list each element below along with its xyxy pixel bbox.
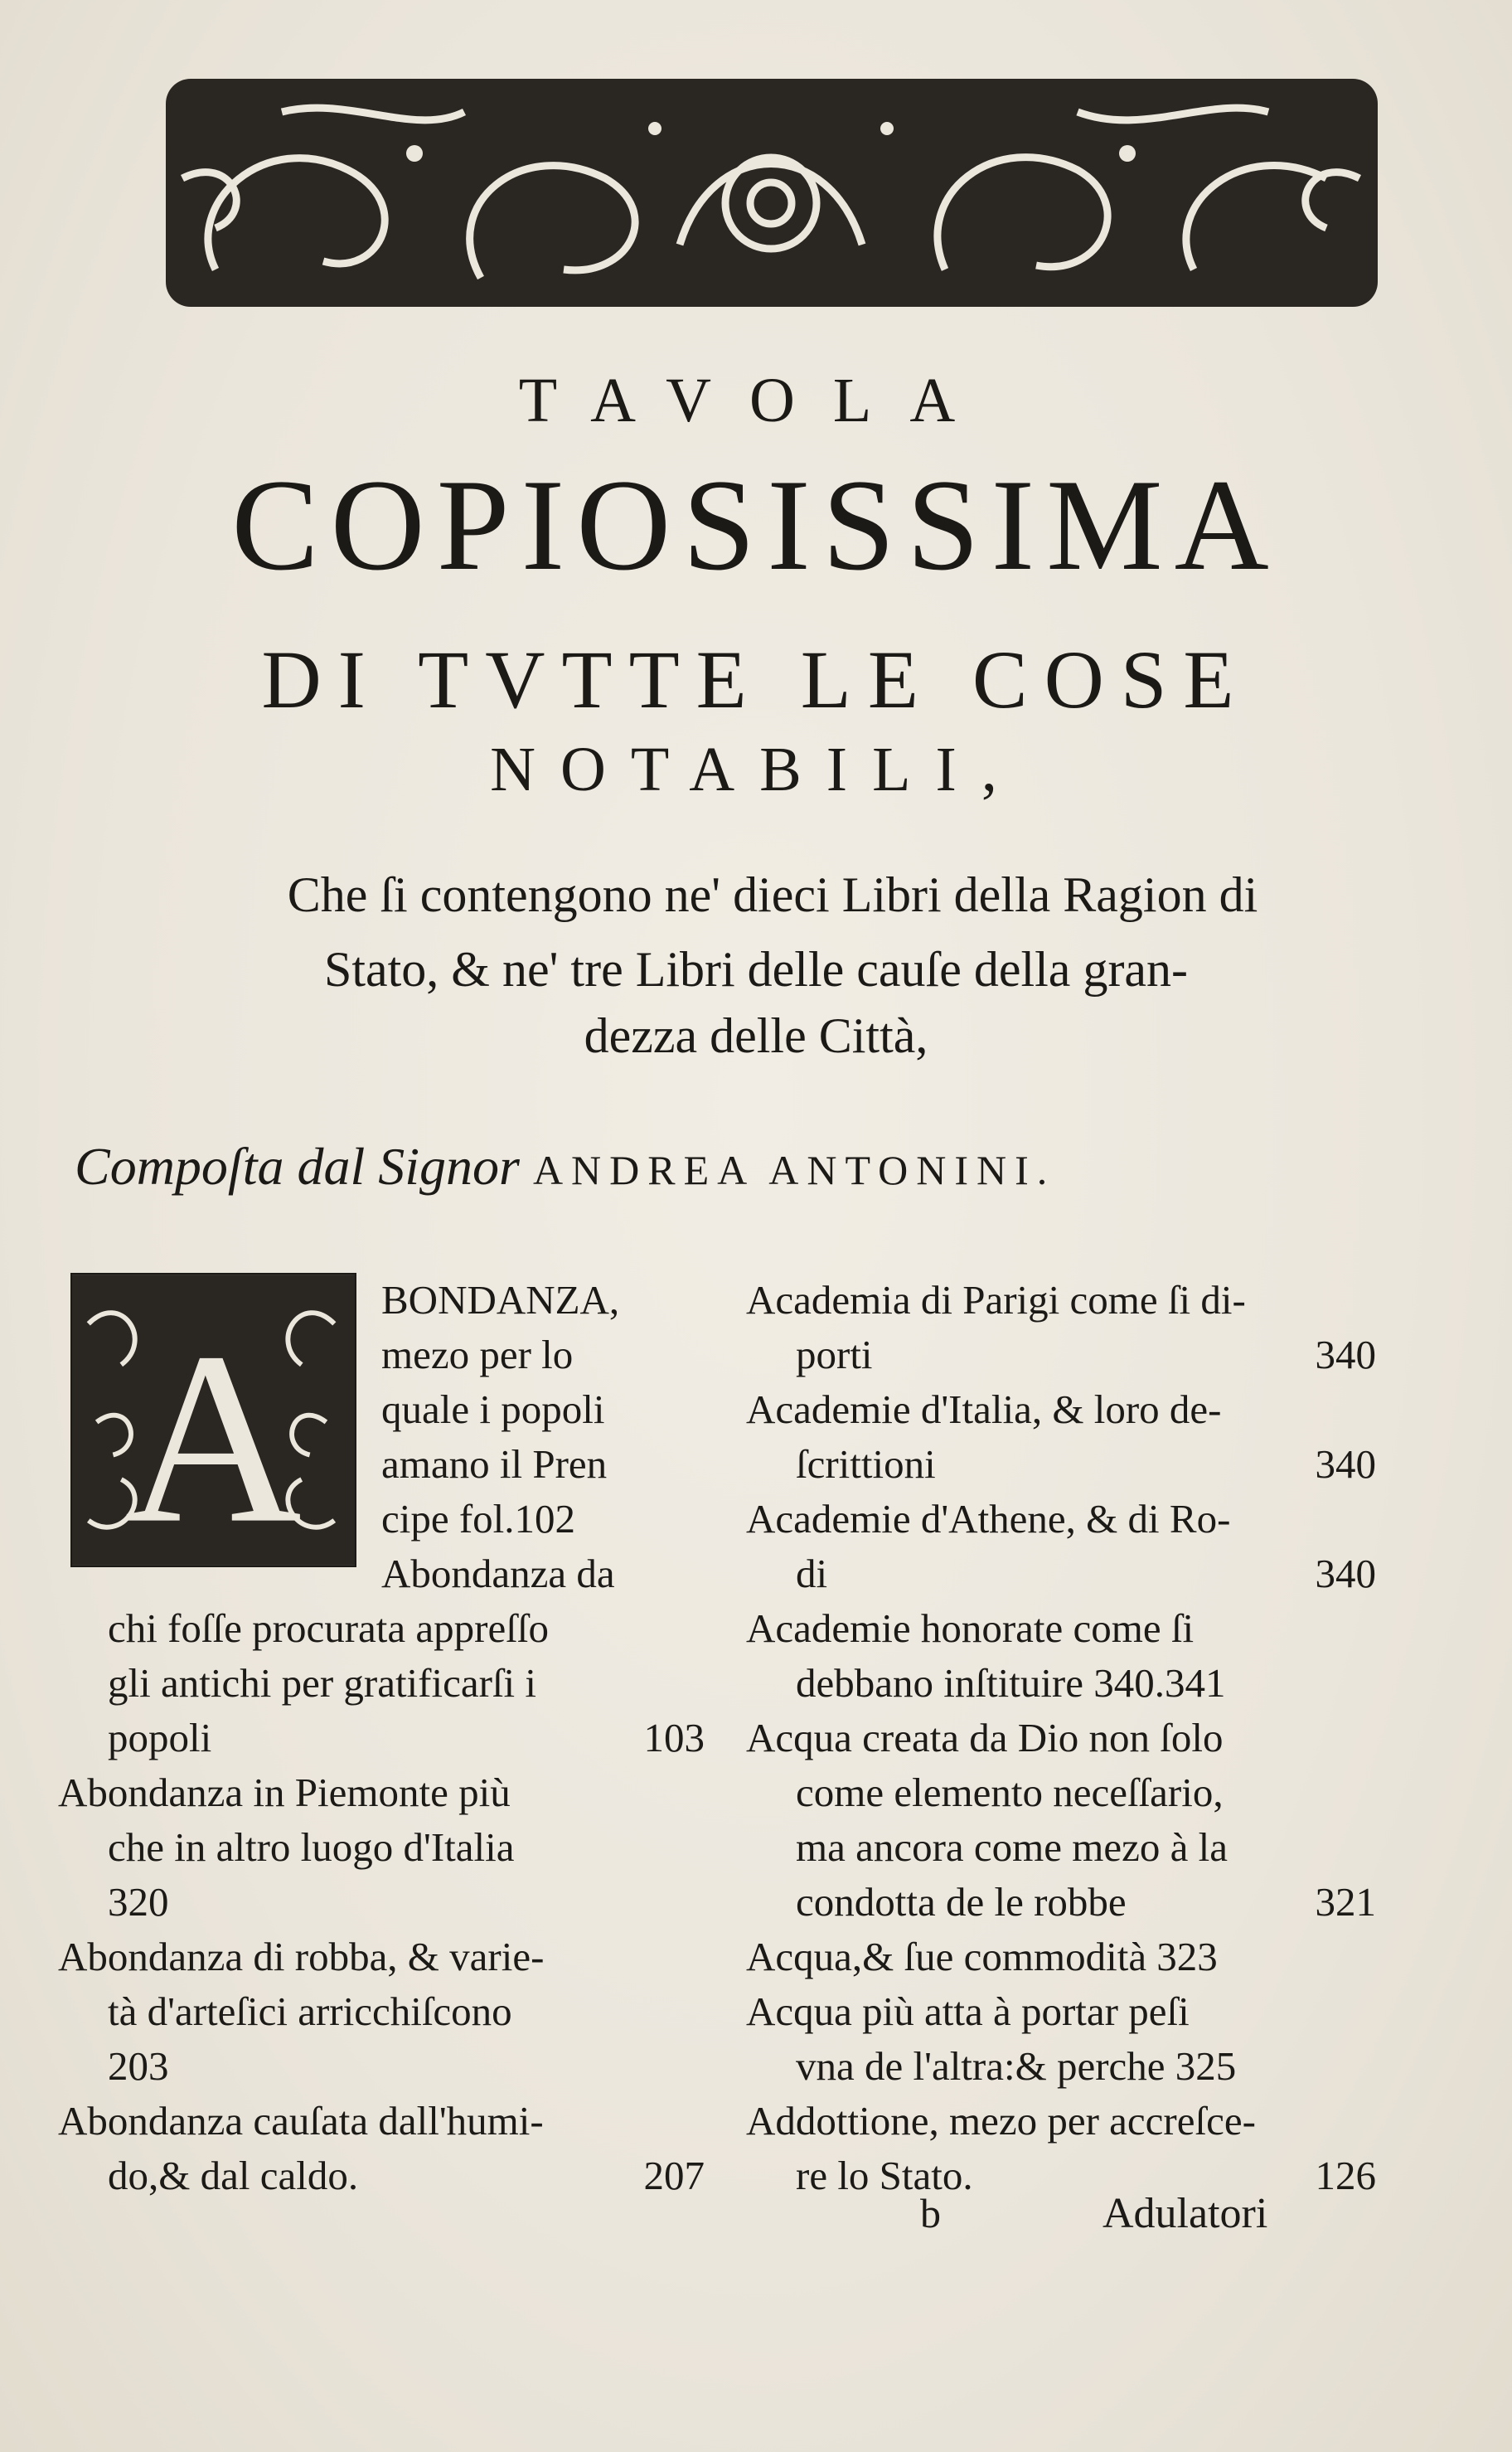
heading-di-tutte-le-cose: DI TVTTE LE COSE — [261, 634, 1251, 726]
index-line — [58, 2039, 705, 2094]
index-line — [746, 1328, 1376, 1382]
signature-mark: b — [920, 2190, 941, 2236]
index-entry-text: Abondanza in Piemonte più — [58, 1770, 511, 1815]
index-line — [58, 1930, 705, 1984]
index-entry-text: ma ancora come mezo à la — [796, 1824, 1228, 1870]
index-line — [746, 1765, 1376, 1820]
index-line — [746, 1382, 1376, 1437]
index-entry-text: 320 — [108, 1879, 169, 1925]
index-line — [746, 1546, 1376, 1601]
index-entry-text: mezo per lo — [381, 1332, 574, 1377]
index-entry-text: Acqua più atta à portar peſi — [746, 1988, 1190, 2034]
index-line — [58, 1601, 705, 1656]
author-line — [75, 1136, 1451, 1197]
index-page-number: 103 — [643, 1715, 705, 1760]
index-line — [746, 2039, 1376, 2094]
index-entry-text: gli antichi per gratificarſi i — [108, 1660, 537, 1706]
index-entry-text: Acqua,& ſue commodità 323 — [746, 1934, 1218, 1979]
index-entry-text: ſcrittioni — [796, 1441, 936, 1487]
index-page-number: 207 — [643, 2153, 705, 2198]
heading-copiosissima: COPIOSISSIMA — [231, 453, 1281, 598]
index-entry-text: condotta de le robbe — [796, 1879, 1127, 1925]
index-line — [746, 1492, 1376, 1546]
heading-notabili: NOTABILI, — [490, 735, 1022, 804]
index-entry-text: vna de l'altra:& perche 325 — [796, 2043, 1237, 2089]
subtitle-line-2: Stato, & ne' tre Libri delle cauſe della gran- — [323, 942, 1189, 997]
index-entry-text: Academie d'Athene, & di Ro- — [746, 1496, 1231, 1542]
index-line — [58, 1875, 705, 1930]
index-entry-text: Acqua creata da Dio non ſolo — [746, 1715, 1224, 1760]
index-entry-text: cipe fol.102 — [381, 1496, 576, 1542]
index-line — [58, 1656, 705, 1711]
index-entry-text: do,& dal caldo. — [108, 2153, 359, 2198]
index-page-number: 340 — [1315, 1332, 1376, 1377]
index-page-number: 126 — [1315, 2153, 1376, 2198]
subtitle-line-1: Che ſi contengono ne' dieci Libri della Ragion di — [287, 867, 1258, 922]
index-entry-text: BONDANZA, — [381, 1277, 620, 1323]
index-entry-text: debbano inſtituire 340.341 — [796, 1660, 1226, 1706]
heading-tavola: TAVOLA — [518, 366, 994, 435]
index-line — [746, 1875, 1376, 1930]
index-line — [746, 1273, 1376, 1328]
index-line — [746, 1711, 1376, 1765]
subtitle-line-3: dezza delle Città, — [584, 1008, 928, 1063]
decorative-headpiece — [166, 79, 1378, 307]
index-entry-text: Academie d'Italia, & loro de- — [746, 1386, 1222, 1432]
index-line — [58, 2094, 705, 2149]
index-line — [746, 1930, 1376, 1984]
initial-letter: A — [124, 1302, 303, 1567]
author-first-name: ANDREA — [532, 1147, 756, 1193]
index-entry-text: Addottione, mezo per accreſce- — [746, 2098, 1256, 2144]
index-entry-text: Abondanza cauſata dall'humi- — [58, 2098, 544, 2144]
index-line — [746, 1820, 1376, 1875]
index-entry-text: chi foſſe procurata appreſſo — [108, 1605, 549, 1651]
index-entry-text: tà d'arteſici arricchiſcono — [108, 1988, 512, 2034]
index-entry-text: che in altro luogo d'Italia — [108, 1824, 515, 1870]
author-prefix: Compoſta dal Signor — [75, 1137, 533, 1196]
index-column-left — [58, 1273, 705, 2203]
index-line — [58, 1711, 705, 1765]
index-line — [746, 2149, 1376, 2203]
index-column-right — [746, 1273, 1376, 2203]
index-entry-text: Abondanza da — [381, 1551, 615, 1596]
index-line — [746, 1984, 1376, 2039]
index-entry-text: Academie honorate come ſi — [746, 1605, 1195, 1651]
catchword: Adulatori — [1102, 2190, 1268, 2237]
index-line — [58, 1765, 705, 1820]
index-line — [58, 1492, 705, 1546]
index-entry-text: Academia di Parigi come ſi di- — [746, 1277, 1246, 1323]
index-entry-text: popoli — [108, 1715, 212, 1760]
index-entry-text: amano il Pren — [381, 1441, 608, 1487]
index-entry-text: re lo Stato. — [796, 2153, 973, 2198]
index-line — [746, 1656, 1376, 1711]
index-line — [746, 2094, 1376, 2149]
index-page-number: 340 — [1315, 1551, 1376, 1596]
index-line — [746, 1601, 1376, 1656]
index-line — [58, 1273, 705, 1328]
index-line — [58, 1546, 705, 1601]
index-entry-text: quale i popoli — [381, 1386, 605, 1432]
author-last-name: ANTONINI. — [768, 1147, 1056, 1193]
index-entry-text: 203 — [108, 2043, 169, 2089]
index-entry-text: porti — [796, 1332, 873, 1377]
index-line — [746, 1437, 1376, 1492]
index-entry-text: di — [796, 1551, 828, 1596]
index-line — [58, 1984, 705, 2039]
index-line — [58, 1382, 705, 1437]
index-entry-text: Abondanza di robba, & varie- — [58, 1934, 545, 1979]
index-line — [58, 2149, 705, 2203]
index-line — [58, 1328, 705, 1382]
index-page-number: 321 — [1315, 1879, 1376, 1925]
index-line — [58, 1820, 705, 1875]
index-page-number: 340 — [1315, 1441, 1376, 1487]
index-entry-text: come elemento neceſſario, — [796, 1770, 1224, 1815]
index-line — [58, 1437, 705, 1492]
